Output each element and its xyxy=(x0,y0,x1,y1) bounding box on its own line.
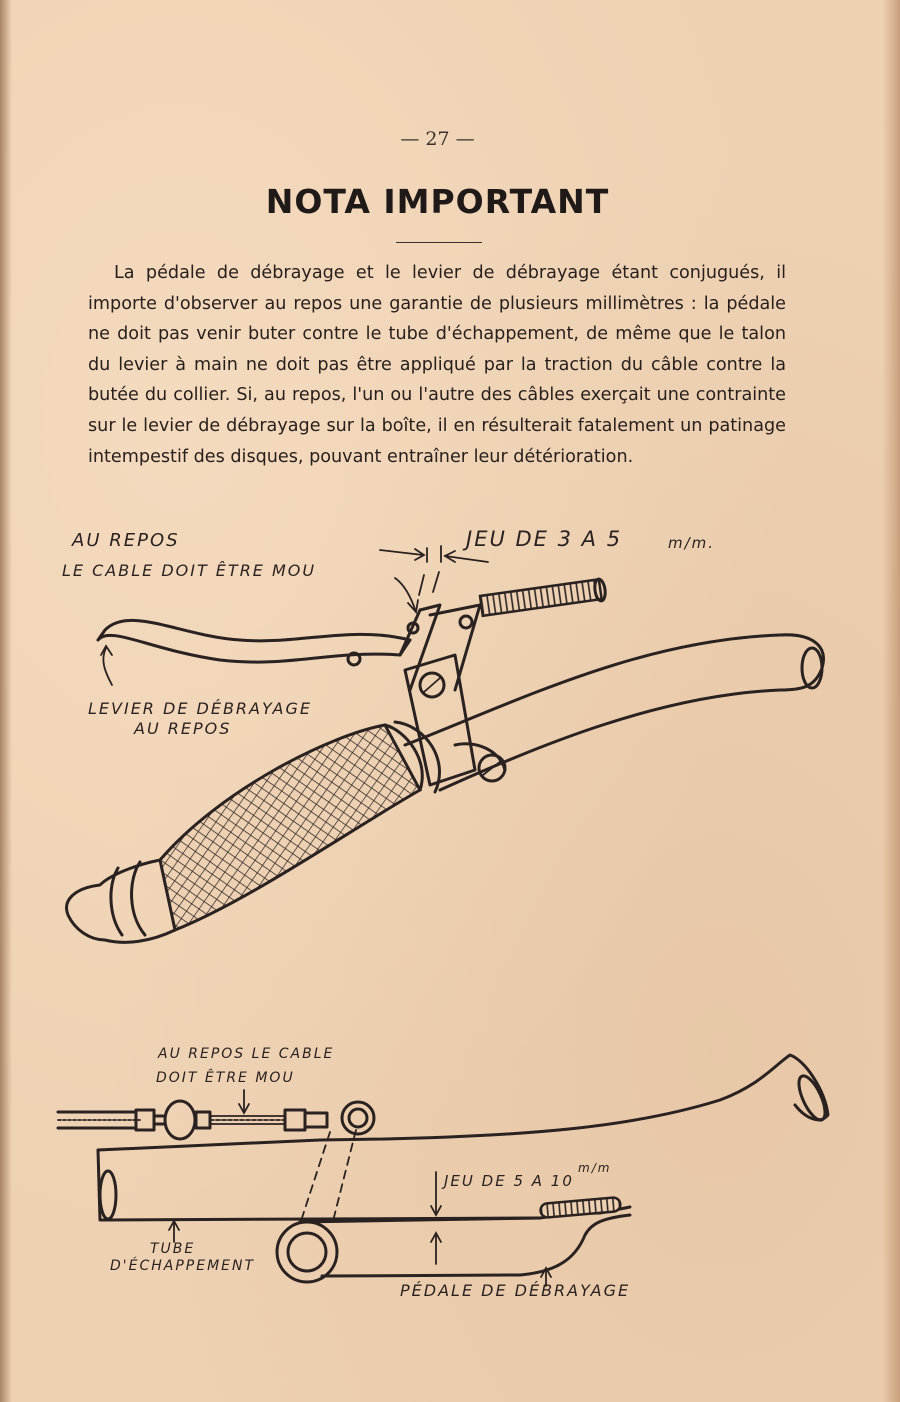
label-tube-line2: D'ÉCHAPPEMENT xyxy=(110,1258,256,1274)
label-jeu-5-10: JEU DE 5 A 10 xyxy=(444,1172,574,1190)
label-bottom-cable-line2: DOIT ÊTRE MOU xyxy=(156,1070,295,1086)
label-tube-line1: TUBE xyxy=(150,1241,196,1257)
label-pedale: PÉDALE DE DÉBRAYAGE xyxy=(400,1281,631,1300)
label-jeu-3-5: JEU DE 3 A 5 xyxy=(466,527,623,551)
lever-illustration xyxy=(67,546,824,942)
page-number: — 27 — xyxy=(400,128,475,150)
label-bottom-cable-line1: AU REPOS LE CABLE xyxy=(158,1046,335,1062)
label-au-repos: AU REPOS xyxy=(72,530,180,551)
label-jeu-3-5-unit: m/m. xyxy=(668,534,716,552)
note-paragraph: La pédale de débrayage et le levier de débrayage étant conjugués, il importe d'observer au repos une garantie de plusieurs millimètres : la pédale ne doit pas venir buter contre le tube d'échappement, de même que le talon du levier à main ne doit pas être appliqué par la traction du câble contre la butée du collier. Si, au repos, l'un ou l'autre des câbles exerçait une contrainte sur le levier de débrayage sur la boîte, il en résulterait fatalement un patinage intempestif des disques, pouvant entraîner leur détérioration. xyxy=(88,263,786,467)
label-levier-line2: AU REPOS xyxy=(134,719,232,738)
label-cable-mou: LE CABLE DOIT ÊTRE MOU xyxy=(62,561,317,580)
page-title: NOTA IMPORTANT xyxy=(265,182,610,221)
label-jeu-5-10-unit: m/m xyxy=(578,1161,612,1175)
label-levier-line1: LEVIER DE DÉBRAYAGE xyxy=(88,699,312,718)
